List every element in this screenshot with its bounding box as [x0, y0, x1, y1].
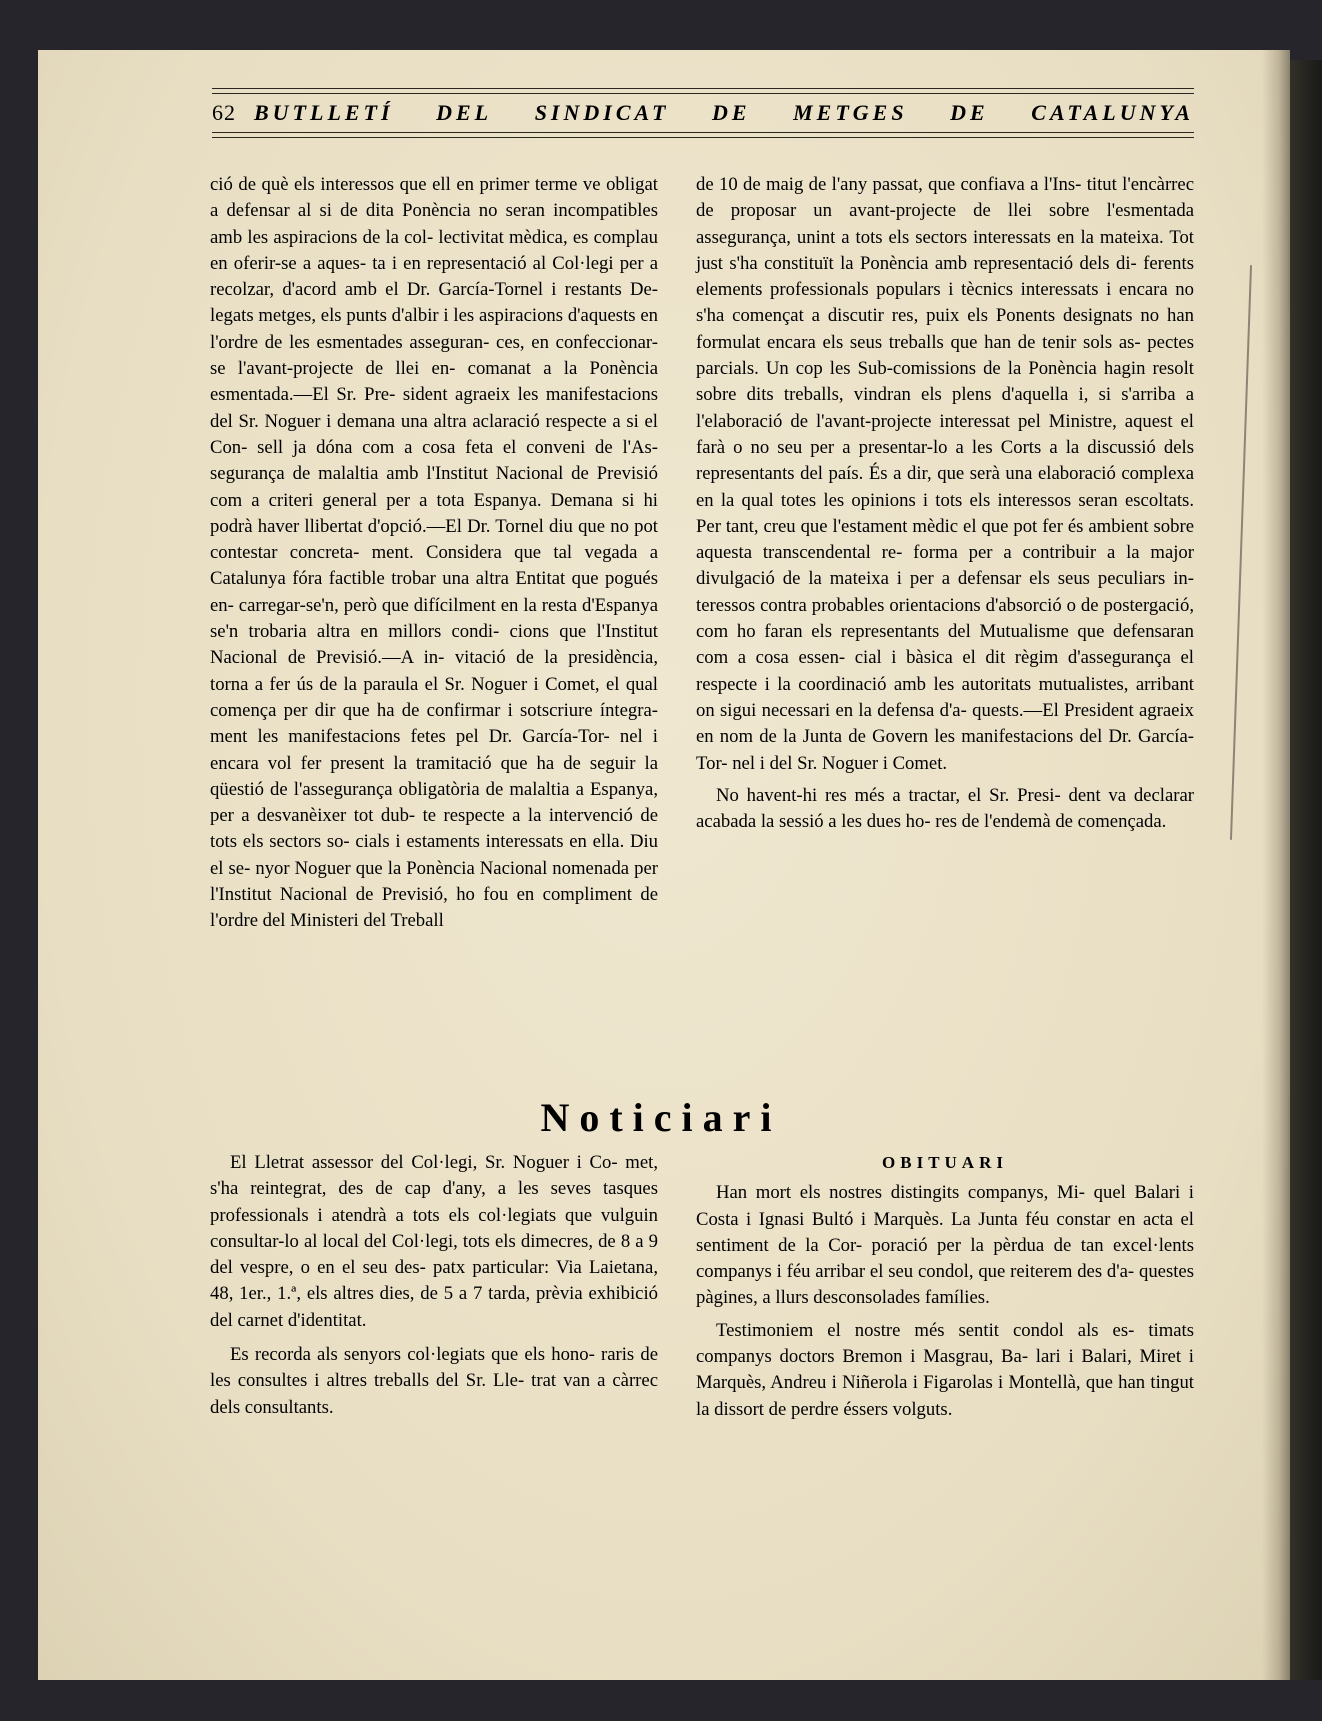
title-word: METGES	[793, 100, 908, 125]
noticiari-column-left	[210, 1150, 658, 1421]
header-rule-bottom-2	[212, 137, 1194, 138]
header-rule-top-2	[212, 93, 1194, 94]
article-paragraph: ció de què els interessos que ell en primer terme ve obligat a defensar al si de dita Ponència no seran incompatibles amb les aspiracions de la col- lectivitat mèdica, es complau en oferir-se a aques- ta i en representació al Col·legi per a recolzar, d'acord amb el Dr. García-Tornel i restants De- legats metges, els punts d'albir i les aspiracions d'aquests en l'ordre de les esmentades asseguran- ces, en confeccionar-se l'avant-projecte de llei en- comanat a la Ponència esmentada.—El Sr. Pre- sident agraeix les manifestacions del Sr. Noguer i demana una altra aclaració respecte a si el Con- sell ja dóna com a cosa feta el conveni de l'As- segurança de malaltia amb l'Institut Nacional de Previsió com a criteri general per a tota Espanya. Demana si hi podrà haver llibertat d'opció.—El Dr. Tornel diu que no pot contestar concreta- ment. Considera que tal vegada a Catalunya fóra factible trobar una altra Entitat que pogués en- carregar-se'n, però que difícilment en la resta d'Espanya se'n trobaria altra en millors condi- cions que l'Institut Nacional de Previsió.—A in- vitació de la presidència, torna a fer ús de la paraula el Sr. Noguer i Comet, el qual comença per dir que ha de confirmar i sotscriure íntegra- ment les manifestacions fetes pel Dr. García-Tor- nel i encara vol fer present la tramitació que ha de seguir la qüestió de l'assegurança obligatòria de malaltia a Espanya, per a desvanèixer tot dub- te respecte a la intervenció de tots els sectors so- cials i estaments interessats en ella. Diu el se- nyor Noguer que la Ponència Nacional nomenada per l'Institut Nacional de Previsió, ho fou en compliment de l'ordre del Ministeri del Treball	[210, 174, 658, 932]
title-word: DE	[711, 100, 751, 125]
article-paragraph: de 10 de maig de l'any passat, que confiava a l'Ins- titut l'encàrrec de proposar un avant-projecte de llei sobre l'esmentada assegurança, unint a tots els sectors interessats en la mateixa. Tot just s'ha constituït la Ponència amb representació dels di- ferents elements professionals populars i tècnics interessats i encara no s'ha començat a discutir res, puix els Ponents designats no han formulat encara els seus treballs que han de tenir sols as- pectes parcials. Un cop les Sub-comissions de la Ponència hagin resolt sobre dits treballs, vindran els plens d'aquella i, si s'arriba a l'elaboració de l'avant-projecte interessat pel Ministre, aquest el farà o no seu per a presentar-lo a les Corts a la discussió dels representants del país. És a dir, que serà una elaboració complexa en la qual totes les opinions i tots els interessos seran escoltats. Per tant, creu que l'estament mèdic el que pot fer és ambient sobre aquesta transcendental re- forma per a contribuir a la major divulgació de la mateixa i per a defensar els seus peculiars in- teressos contra probables orientacions d'absorció o de postergació, com ho faran els representants del Mutualisme que defensaran com a cosa essen- cial i bàsica el dit règim d'assegurança el respecte i la coordinació amb les autoritats mutualistes, arribant on sigui necessari en la defensa d'a- quests.—El President agraeix en nom de la Junta de Govern les manifestacions del Dr. García-Tor- nel i del Sr. Noguer i Comet.	[696, 174, 1194, 774]
obituari-heading: OBITUARI	[882, 1153, 1008, 1172]
article-column-left	[210, 172, 658, 935]
header-rule-top	[212, 88, 1194, 89]
title-word: SINDICAT	[534, 100, 670, 125]
title-word: DEL	[436, 100, 493, 125]
journal-title	[254, 100, 1194, 126]
article-column-right	[696, 172, 1194, 835]
title-word: CATALUNYA	[1031, 100, 1194, 125]
article-paragraph-closing: No havent-hi res més a tractar, el Sr. Presi- dent va declarar acabada la sessió a les dues ho- res de l'endemà de començada.	[696, 784, 1194, 833]
running-head	[212, 100, 1194, 126]
page-number: 62	[212, 100, 236, 125]
news-paragraph: Es recorda als senyors col·legiats que els hono- raris de les consultes i altres treballs del Sr. Lle- trat van a càrrec dels consultants.	[210, 1344, 658, 1418]
noticiari-column-right	[696, 1150, 1194, 1423]
obituary-paragraph: Testimoniem el nostre més sentit condol als es- timats companys doctors Bremon i Masgrau, Ba- lari i Balari, Miret i Marquès, Andreu i Niñerola i Figarolas i Montellà, que han tingut la dissort de perdre éssers volguts.	[696, 1319, 1194, 1420]
title-word: DE	[950, 100, 989, 125]
section-title-noticiari: Noticiari	[540, 1095, 782, 1140]
title-word: BUTLLETÍ	[254, 100, 394, 125]
header-rule-bottom	[212, 132, 1194, 133]
obituary-paragraph: Han mort els nostres distingits companys, Mi- quel Balari i Costa i Ignasi Bultó i Marquès. La Junta féu constar en acta el sentiment de la Cor- poració per la pèrdua de tan excel·lents companys i féu arribar el seu condol, que reiterem des d'a- questes pàgines, a llurs desconsolades famílies.	[696, 1182, 1194, 1309]
news-paragraph: El Lletrat assessor del Col·legi, Sr. Noguer i Co- met, s'ha reintegrat, des de cap d'any, a les seves tasques professionals i atendrà a tots els col·legiats que vulguin consultar-lo al local del Col·legi, tots els dimecres, de 8 a 9 del vespre, o en el seu des- patx particular: Via Laietana, 48, 1er., 1.ª, els altres dies, de 5 a 7 tarda, prèvia exhibició del carnet d'identitat.	[210, 1152, 658, 1331]
page-edge-shading	[1262, 50, 1290, 1680]
